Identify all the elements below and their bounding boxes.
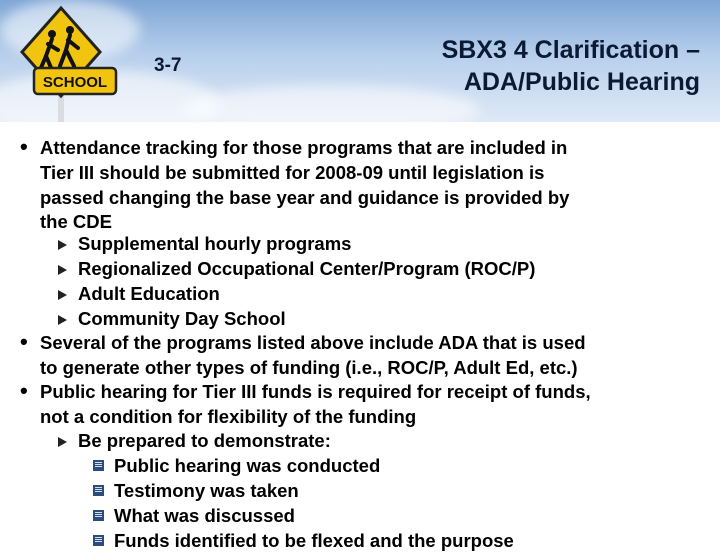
- square-bullet-icon: [93, 510, 104, 521]
- bullet-text-line: not a condition for flexibility of the funding: [40, 405, 417, 427]
- sub-sub-bullet-item: [114, 479, 299, 504]
- bullet-item: [20, 329, 700, 381]
- sub-sub-bullet-text: What was discussed: [114, 505, 295, 526]
- square-bullet-icon: [93, 535, 104, 546]
- bullet-text-line: Attendance tracking for those programs that are included in: [40, 137, 568, 158]
- sub-sub-bullet-text: Public hearing was conducted: [114, 455, 381, 476]
- bullet-text-line: Several of the programs listed above include ADA that is used: [40, 332, 586, 353]
- bullet-dot-icon: •: [20, 378, 28, 403]
- bullet-text-line: to generate other types of funding (i.e., ROC/P, Adult Ed, etc.): [40, 356, 578, 378]
- slide-title: SBX3 4 Clarification – ADA/Public Hearing: [441, 36, 700, 96]
- bullet-text-line: Tier III should be submitted for 2008-09 until legislation is: [40, 161, 545, 183]
- triangle-bullet-icon: [58, 240, 67, 250]
- school-crossing-sign-icon: [18, 4, 128, 122]
- slide-header: [0, 0, 720, 122]
- triangle-bullet-icon: [58, 265, 67, 275]
- sub-bullet-text: Regionalized Occupational Center/Program (ROC/P): [78, 258, 536, 279]
- triangle-bullet-icon: [58, 290, 67, 300]
- square-bullet-icon: [93, 485, 104, 496]
- sub-bullet-text: Community Day School: [78, 308, 286, 329]
- bullet-text-line: passed changing the base year and guidance is provided by: [40, 186, 570, 208]
- sub-bullet-item: [78, 257, 535, 282]
- sub-sub-bullet-text: Funds identified to be flexed and the purpose: [114, 530, 514, 551]
- sub-sub-bullet-item: [114, 454, 380, 479]
- sub-bullet-text: Adult Education: [78, 283, 220, 304]
- bullet-dot-icon: •: [20, 329, 28, 354]
- sub-bullet-item: [78, 429, 331, 454]
- bullet-dot-icon: •: [20, 134, 28, 159]
- triangle-bullet-icon: [58, 437, 67, 447]
- sub-sub-bullet-item: [114, 504, 295, 529]
- sub-bullet-text: Be prepared to demonstrate:: [78, 430, 331, 451]
- sub-sub-bullet-item: [114, 529, 514, 554]
- slide-body: [0, 122, 720, 551]
- sub-bullet-item: [78, 282, 220, 307]
- bullet-text-line: Public hearing for Tier III funds is required for receipt of funds,: [40, 381, 591, 402]
- slide-number: 3-7: [154, 55, 182, 76]
- sign-text: SCHOOL: [42, 74, 108, 91]
- square-bullet-icon: [93, 460, 104, 471]
- sub-sub-bullet-text: Testimony was taken: [114, 480, 299, 501]
- sub-bullet-item: [78, 232, 351, 257]
- sub-bullet-item: [78, 307, 286, 332]
- sub-bullet-text: Supplemental hourly programs: [78, 233, 352, 254]
- bullet-text-line: the CDE: [40, 211, 112, 233]
- bullet-item: [20, 134, 700, 235]
- bullet-item: [20, 378, 700, 430]
- triangle-bullet-icon: [58, 315, 67, 325]
